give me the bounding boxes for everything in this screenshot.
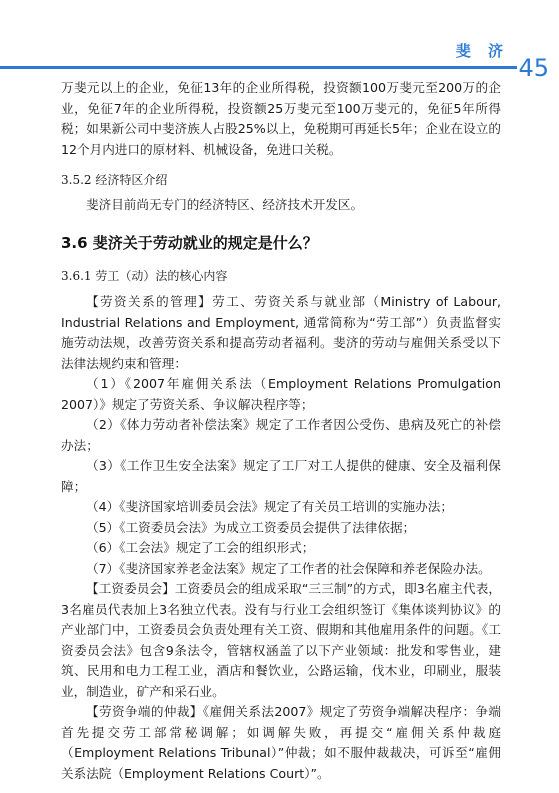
law-list-item: （6）《工会法》规定了工会的组织形式； <box>86 540 315 555</box>
law-list-item: （5）《工资委员会法》为成立工资委员会提供了法律依据； <box>86 519 416 535</box>
page-number: 45 <box>518 54 549 82</box>
page-body <box>61 78 501 784</box>
dispute-arbitration-paragraph: 【劳资争端的仲裁】《雇佣关系法2007》规定了劳资争端解决程序：争端首先提交劳工部常秘调解；如调解失败，再提交“雇佣关系仲裁庭（Employment Relations Tribunal）”仲裁；如不服仲裁裁决，可诉至“雇佣关系法院（Employment Relations Court）”。 <box>61 704 501 781</box>
law-list-item: （7）《斐济国家养老金法案》规定了工作者的社会保障和养老保险办法。 <box>86 560 491 576</box>
section-3-5-2-heading: 3.5.2 经济特区介绍 <box>61 173 168 187</box>
running-header-title: 斐 济 <box>455 42 509 60</box>
section-3-6-1-heading: 3.6.1 劳工（动）法的核心内容 <box>61 268 228 283</box>
page-header <box>0 0 559 80</box>
section-3-6-heading: 3.6 斐济关于劳动就业的规定是什么？ <box>61 234 318 252</box>
section-3-5-2-text: 斐济目前尚无专门的经济特区、经济技术开发区。 <box>86 196 364 212</box>
law-list-item: （1）《2007年雇佣关系法（Employment Relations Promulgation 2007）》规定了劳资关系、争议解决程序等； <box>61 376 501 412</box>
labour-relations-paragraph: 【劳资关系的管理】劳工、劳资关系与就业部（Ministry of Labour, Industrial Relations and Employment, 通常简称为“劳工部”）负责监督实施劳动法规，改善劳资关系和提高劳动者福利。斐济的劳动与雇佣关系受以下法律法规约束和管理： <box>61 294 501 371</box>
header-rule <box>0 66 517 69</box>
law-list-item: （3）《工作卫生安全法案》规定了工厂对工人提供的健康、安全及福利保障； <box>61 458 501 494</box>
intro-paragraph: 万斐元以上的企业，免征13年的企业所得税，投资额100万斐元至200万的企业，免征7年的企业所得税，投资额25万斐元至100万斐元的，免征5年所得税；如果新公司中斐济族人占股25%以上，免税期可再延长5年；企业在设立的12个月内进口的原材料、机械设备，免进口关税。 <box>61 80 501 157</box>
wages-council-paragraph: 【工资委员会】工资委员会的组成采取“三三制”的方式，即3名雇主代表，3名雇员代表加上3名独立代表。没有与行业工会组织签订《集体谈判协议》的产业部门中，工资委员会负责处理有关工资、假期和其他雇用条件的问题。《工资委员会法》包含9条法令，管辖权涵盖了以下产业领域：批发和零售业，建筑、民用和电力工程工业，酒店和餐饮业，公路运输，伐木业，印刷业，服装业，制造业，矿产和采石业。 <box>61 581 501 699</box>
law-list-item: （4）《斐济国家培训委员会法》规定了有关员工培训的实施办法； <box>86 499 453 514</box>
law-list-item: （2）《体力劳动者补偿法案》规定了工作者因公受伤、患病及死亡的补偿办法； <box>61 417 501 453</box>
